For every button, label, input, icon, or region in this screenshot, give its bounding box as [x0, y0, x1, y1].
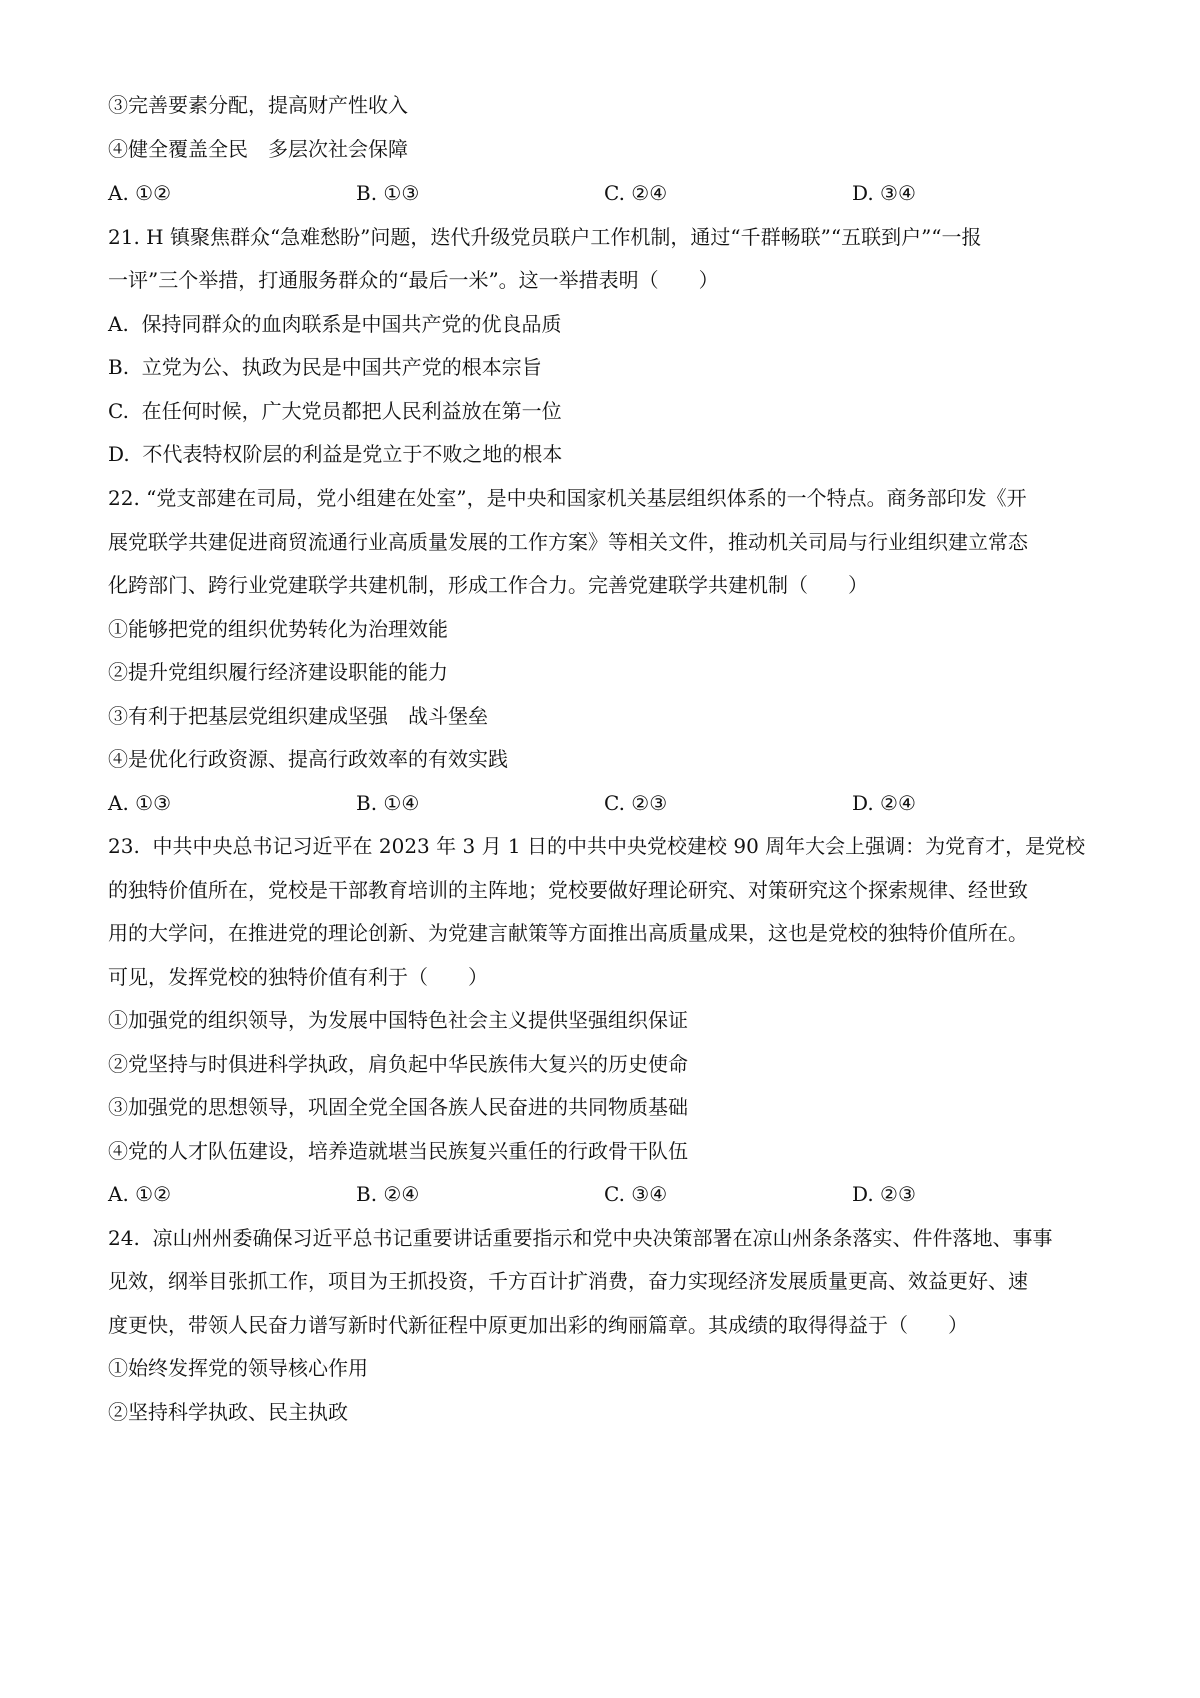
q22-option-a: A. ①③ — [108, 791, 172, 815]
q21-option-d: D. 不代表特权阶层的利益是党立于不败之地的根本 — [108, 442, 563, 466]
option-a: A. ①② — [108, 181, 172, 205]
q22-statement-4: ④是优化行政资源、提高行政效率的有效实践 — [108, 747, 508, 771]
q23-statement-3: ③加强党的思想领导，巩固全党全国各族人民奋进的共同物质基础 — [108, 1095, 688, 1119]
q23-stem-line-1: 23. 中共中央总书记习近平在 2023 年 3 月 1 日的中共中央党校建校 90 周年大会上强调：为党育才，是党校 — [108, 834, 1086, 858]
q21-stem-line-2: 一评”三个举措，打通服务群众的“最后一米”。这一举措表明（ ） — [108, 268, 719, 292]
q24-statement-2: ②坚持科学执政、民主执政 — [108, 1400, 348, 1424]
q24-stem-line-2: 见效，纲举目张抓工作，项目为王抓投资，千方百计扩消费，奋力实现经济发展质量更高、效益更好、速 — [108, 1269, 1028, 1293]
statement-4: ④健全覆盖全民 多层次社会保障 — [108, 137, 408, 161]
q23-stem-line-3: 用的大学问，在推进党的理论创新、为党建言献策等方面推出高质量成果，这也是党校的独特价值所在。 — [108, 921, 1028, 945]
q23-stem-line-2: 的独特价值所在，党校是干部教育培训的主阵地；党校要做好理论研究、对策研究这个探索规律、经世致 — [108, 878, 1028, 902]
q24-statement-1: ①始终发挥党的领导核心作用 — [108, 1356, 368, 1380]
q22-option-b: B. ①④ — [356, 791, 420, 815]
q21-stem-line-1: 21. H 镇聚焦群众“急难愁盼”问题，迭代升级党员联户工作机制，通过“千群畅联”“五联到户”“一报 — [108, 225, 982, 249]
option-d: D. ③④ — [852, 181, 916, 205]
q22-stem-line-3: 化跨部门、跨行业党建联学共建机制，形成工作合力。完善党建联学共建机制（ ） — [108, 573, 868, 597]
q24-stem-line-1: 24. 凉山州州委确保习近平总书记重要讲话重要指示和党中央决策部署在凉山州条条落实、件件落地、事事 — [108, 1226, 1053, 1250]
q23-option-b: B. ②④ — [356, 1182, 420, 1206]
q23-statement-2: ②党坚持与时俱进科学执政，肩负起中华民族伟大复兴的历史使命 — [108, 1052, 688, 1076]
q22-stem-line-1: 22. “党支部建在司局，党小组建在处室”，是中央和国家机关基层组织体系的一个特点。商务部印发《开 — [108, 486, 1027, 510]
q23-statement-4: ④党的人才队伍建设，培养造就堪当民族复兴重任的行政骨干队伍 — [108, 1139, 688, 1163]
q21-option-c: C. 在任何时候，广大党员都把人民利益放在第一位 — [108, 399, 562, 423]
q23-option-a: A. ①② — [108, 1182, 172, 1206]
q22-option-d: D. ②④ — [852, 791, 916, 815]
q23-statement-1: ①加强党的组织领导，为发展中国特色社会主义提供坚强组织保证 — [108, 1008, 688, 1032]
statement-3: ③完善要素分配，提高财产性收入 — [108, 93, 408, 117]
q21-option-a: A. 保持同群众的血肉联系是中国共产党的优良品质 — [108, 312, 562, 336]
option-c: C. ②④ — [604, 181, 668, 205]
q23-stem-line-4: 可见，发挥党校的独特价值有利于（ ） — [108, 965, 488, 989]
q21-option-b: B. 立党为公、执政为民是中国共产党的根本宗旨 — [108, 355, 542, 379]
q22-statement-2: ②提升党组织履行经济建设职能的能力 — [108, 660, 448, 684]
q23-option-d: D. ②③ — [852, 1182, 916, 1206]
option-b: B. ①③ — [356, 181, 420, 205]
q22-option-c: C. ②③ — [604, 791, 668, 815]
q22-statement-3: ③有利于把基层党组织建成坚强 战斗堡垒 — [108, 704, 488, 728]
q23-option-c: C. ③④ — [604, 1182, 668, 1206]
q22-statement-1: ①能够把党的组织优势转化为治理效能 — [108, 617, 448, 641]
q24-stem-line-3: 度更快，带领人民奋力谱写新时代新征程中原更加出彩的绚丽篇章。其成绩的取得得益于（ ） — [108, 1313, 968, 1337]
q22-stem-line-2: 展党联学共建促进商贸流通行业高质量发展的工作方案》等相关文件，推动机关司局与行业组织建立常态 — [108, 530, 1028, 554]
